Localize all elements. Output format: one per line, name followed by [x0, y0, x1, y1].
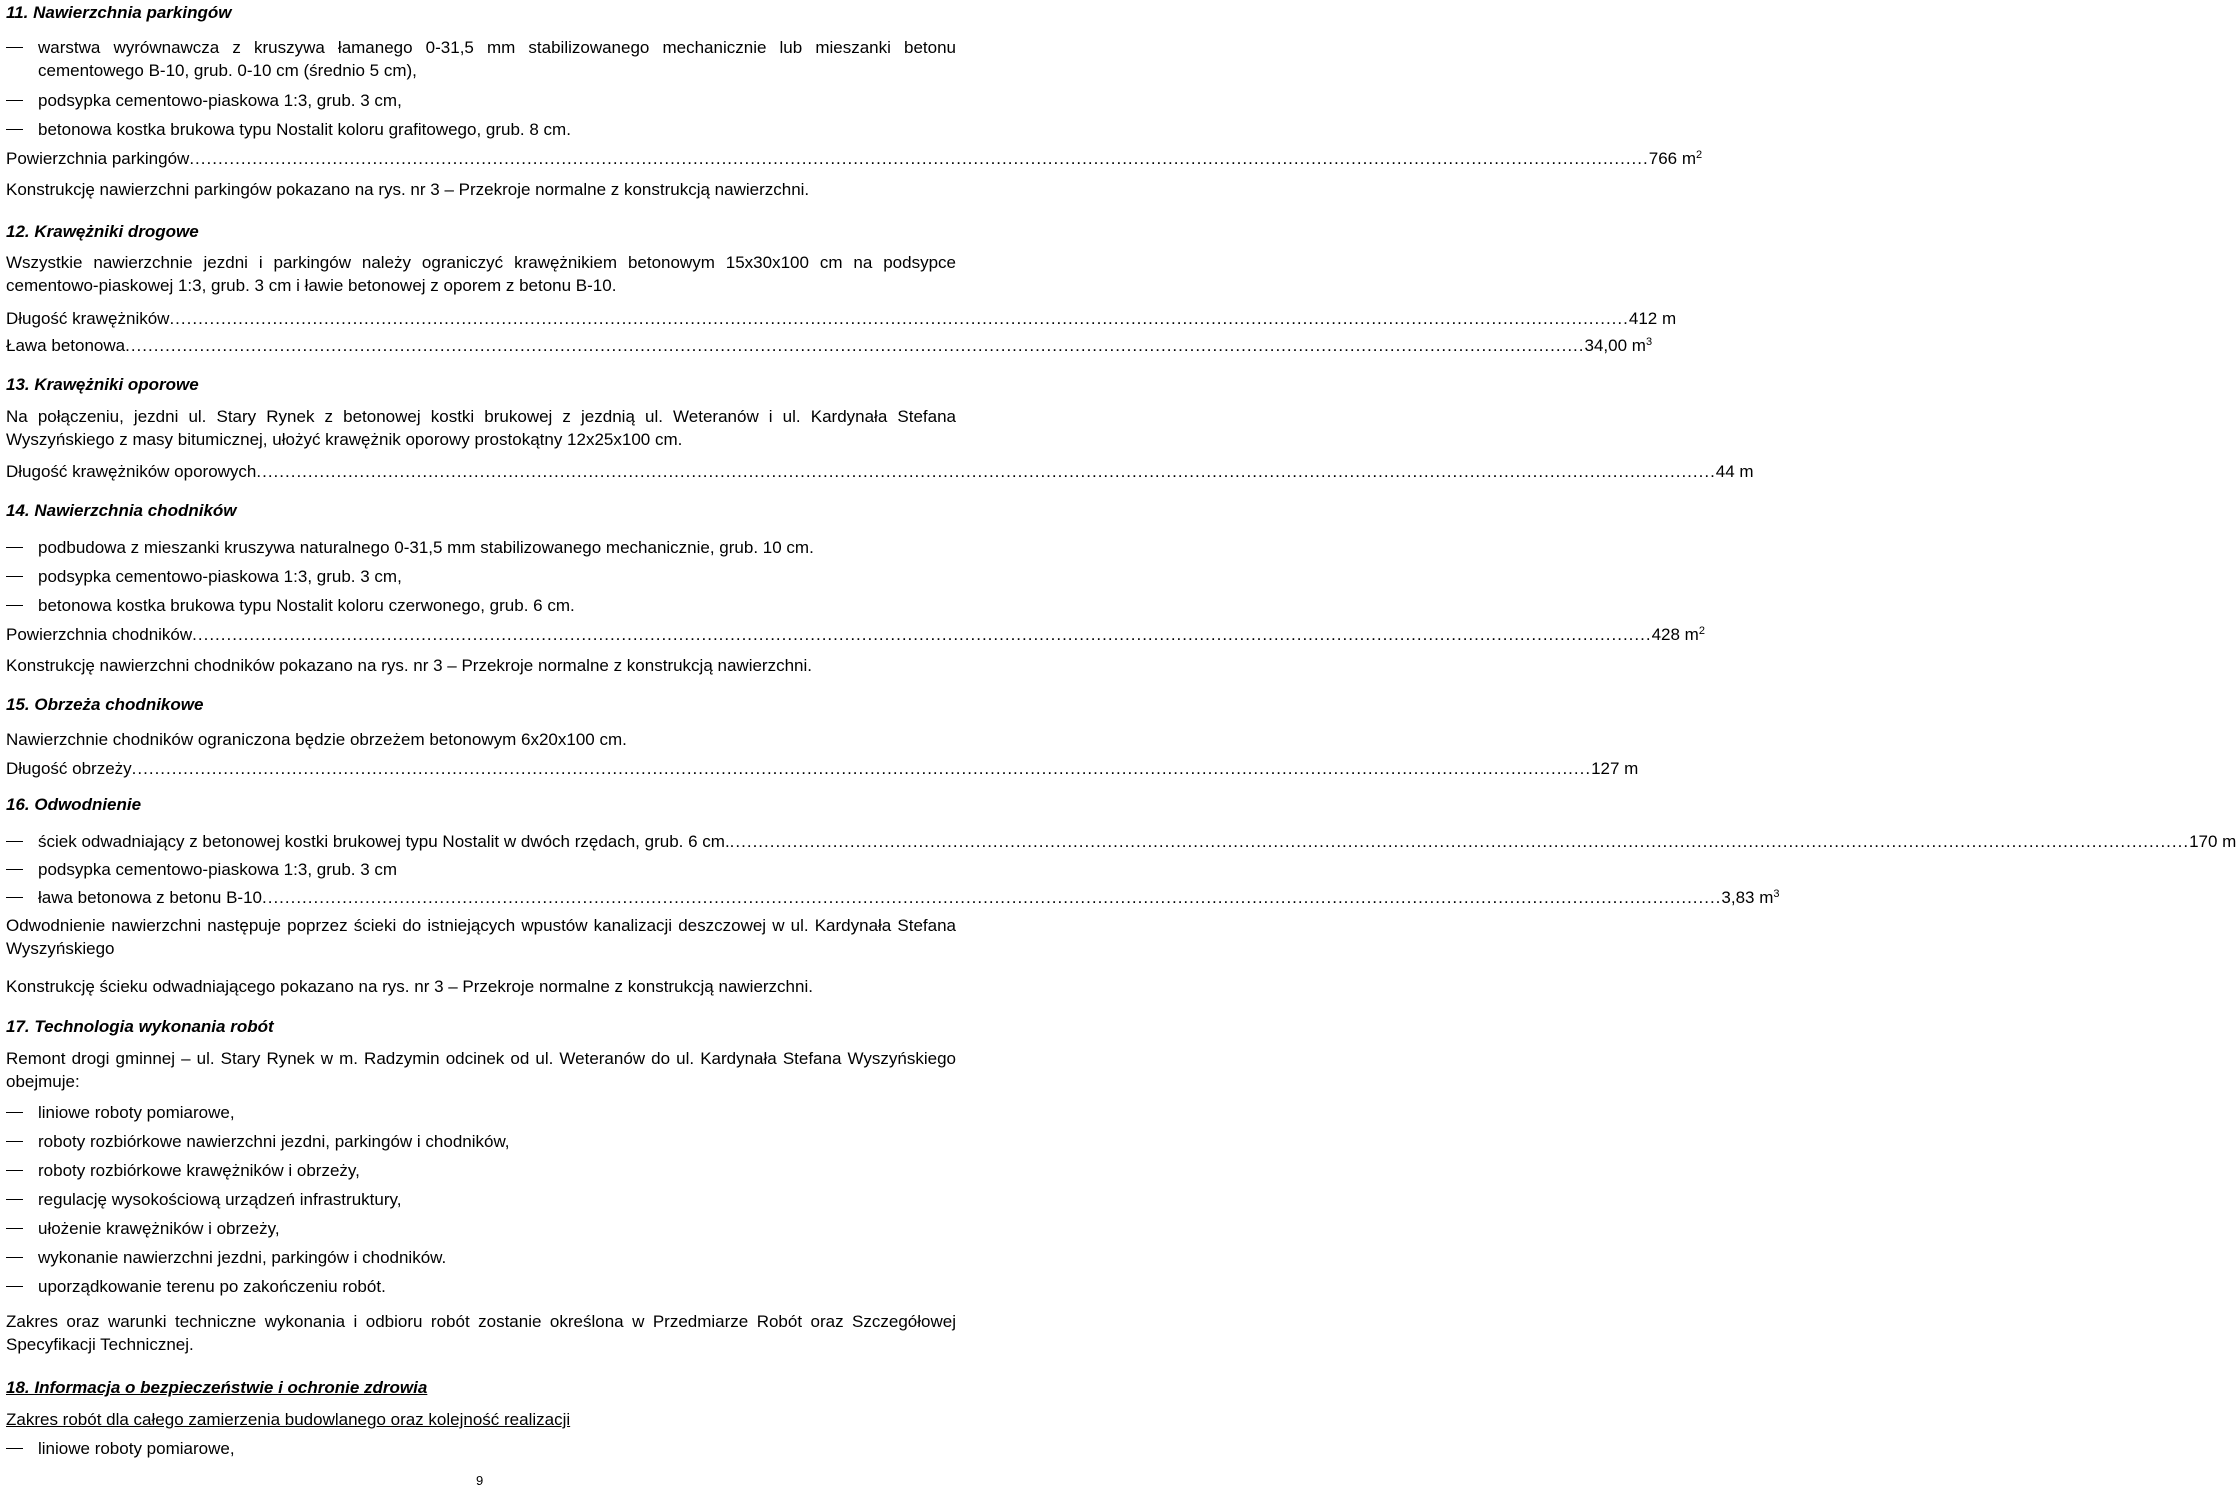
construction-note: Konstrukcję nawierzchni parkingów pokazano na rys. nr 3 – Przekroje normalne z konstrukcją nawierzchni. [6, 180, 810, 199]
section-13-text: Na połączeniu, jezdni ul. Stary Rynek z betonowej kostki brukowej z jezdnią ul. Weteranów i ul. Kardynała Stefana Wyszyńskiego z masy bitumicznej, ułożyć krawężnik oporowy prostokątny 12x25x100 cm. [6, 407, 956, 449]
dash-bullet-icon [6, 47, 23, 48]
list-item: betonowa kostka brukowa typu Nostalit koloru grafitowego, grub. 8 cm. [6, 118, 988, 141]
section-17-heading: 17. Technologia wykonania robót [6, 1017, 274, 1036]
list-item: regulację wysokościową urządzeń infrastruktury, [6, 1188, 988, 1211]
area-row: Powierzchnia parkingów ..... 766 $m^2$ [6, 147, 956, 170]
dash-bullet-icon [6, 1286, 23, 1287]
edging-length-row: Długość obrzeży ..... 127 m [6, 757, 956, 780]
dash-bullet-icon [6, 841, 23, 842]
section-12-heading: 12. Krawężniki drogowe [6, 222, 199, 241]
list-item: ułożenie krawężników i obrzeży, [6, 1217, 988, 1240]
list-item: wykonanie nawierzchni jezdni, parkingów i chodników. [6, 1246, 988, 1269]
list-item: roboty rozbiórkowe krawężników i obrzeży, [6, 1159, 988, 1182]
list-item: podsypka cementowo-piaskowa 1:3, grub. 3 cm, [6, 89, 988, 112]
dash-bullet-icon [6, 1141, 23, 1142]
section-11-heading: 11. Nawierzchnia parkingów [6, 3, 232, 22]
construction-note: Konstrukcję nawierzchni chodników pokazano na rys. nr 3 – Przekroje normalne z konstrukcją nawierzchni. [6, 656, 812, 675]
construction-note: Konstrukcję ścieku odwadniającego pokazano na rys. nr 3 – Przekroje normalne z konstrukcją nawierzchni. [6, 977, 813, 996]
list-item: betonowa kostka brukowa typu Nostalit koloru czerwonego, grub. 6 cm. [6, 594, 988, 617]
dash-bullet-icon [6, 100, 23, 101]
section-16-text: Odwodnienie nawierzchni następuje poprzez ścieki do istniejących wpustów kanalizacji deszczowej w ul. Kardynała Stefana Wyszyńskiego [6, 916, 956, 958]
dash-bullet-icon [6, 605, 23, 606]
dash-bullet-icon [6, 1257, 23, 1258]
retaining-curb-length-row: Długość krawężników oporowych ..... 44 m [6, 460, 956, 483]
section-18-subheading: Zakres robót dla całego zamierzenia budowlanego oraz kolejność realizacji [6, 1410, 571, 1429]
list-item: liniowe roboty pomiarowe, [6, 1437, 988, 1460]
section-18-heading: 18. Informacja o bezpieczeństwie i ochronie zdrowia [6, 1378, 428, 1397]
section-15-heading: 15. Obrzeża chodnikowe [6, 695, 204, 714]
area-row: Powierzchnia chodników ..... 428 $m^2$ [6, 623, 956, 646]
list-item: roboty rozbiórkowe nawierzchni jezdni, parkingów i chodników, [6, 1130, 988, 1153]
dash-bullet-icon [6, 1112, 23, 1113]
dash-bullet-icon [6, 576, 23, 577]
dash-bullet-icon [6, 1448, 23, 1449]
list-item: warstwa wyrównawcza z kruszywa łamanego 0-31,5 mm stabilizowanego mechanicznie lub mieszanki betonu cementowego B-10, grub. 0-10 cm (średnio 5 cm), [6, 36, 956, 82]
list-item: ściek odwadniający z betonowej kostki brukowej typu Nostalit w dwóch rzędach, grub. 6 cm. ..... 170 m [6, 830, 988, 853]
page-number: 9 [476, 1473, 484, 1488]
list-item: uporządkowanie terenu po zakończeniu robót. [6, 1275, 988, 1298]
section-17-closing: Zakres oraz warunki techniczne wykonania i odbioru robót zostanie określona w Przedmiarze Robót oraz Szczegółowej Specyfikacji Technicznej. [6, 1312, 956, 1354]
dash-bullet-icon [6, 1170, 23, 1171]
section-15-text: Nawierzchnie chodników ograniczona będzie obrzeżem betonowym 6x20x100 cm. [6, 730, 627, 749]
list-item: podsypka cementowo-piaskowa 1:3, grub. 3 cm, [6, 565, 988, 588]
curb-length-row: Długość krawężników ..... 412 m [6, 307, 956, 330]
list-item: liniowe roboty pomiarowe, [6, 1101, 988, 1124]
dash-bullet-icon [6, 1199, 23, 1200]
section-17-text: Remont drogi gminnej – ul. Stary Rynek w m. Radzymin odcinek od ul. Weteranów do ul. Kardynała Stefana Wyszyńskiego obejmuje: [6, 1049, 956, 1091]
list-item: ława betonowa z betonu B-10 ..... 3,83 $m^3$ [6, 886, 988, 909]
dash-bullet-icon [6, 547, 23, 548]
list-item: podbudowa z mieszanki kruszywa naturalnego 0-31,5 mm stabilizowanego mechanicznie, grub. 10 cm. [6, 536, 988, 559]
section-12-text: Wszystkie nawierzchnie jezdni i parkingów należy ograniczyć krawężnikiem betonowym 15x30x100 cm na podsypce cementowo-piaskowej 1:3, grub. 3 cm i ławie betonowej z oporem z betonu B-10. [6, 253, 956, 295]
section-14-heading: 14. Nawierzchnia chodników [6, 501, 237, 520]
bench-row: Ława betonowa ..... 34,00 $m^3$ [6, 334, 956, 357]
dash-bullet-icon [6, 1228, 23, 1229]
dash-bullet-icon [6, 869, 23, 870]
list-item: podsypka cementowo-piaskowa 1:3, grub. 3 cm [6, 858, 988, 881]
dash-bullet-icon [6, 129, 23, 130]
section-13-heading: 13. Krawężniki oporowe [6, 375, 199, 394]
dash-bullet-icon [6, 897, 23, 898]
section-16-heading: 16. Odwodnienie [6, 795, 142, 814]
